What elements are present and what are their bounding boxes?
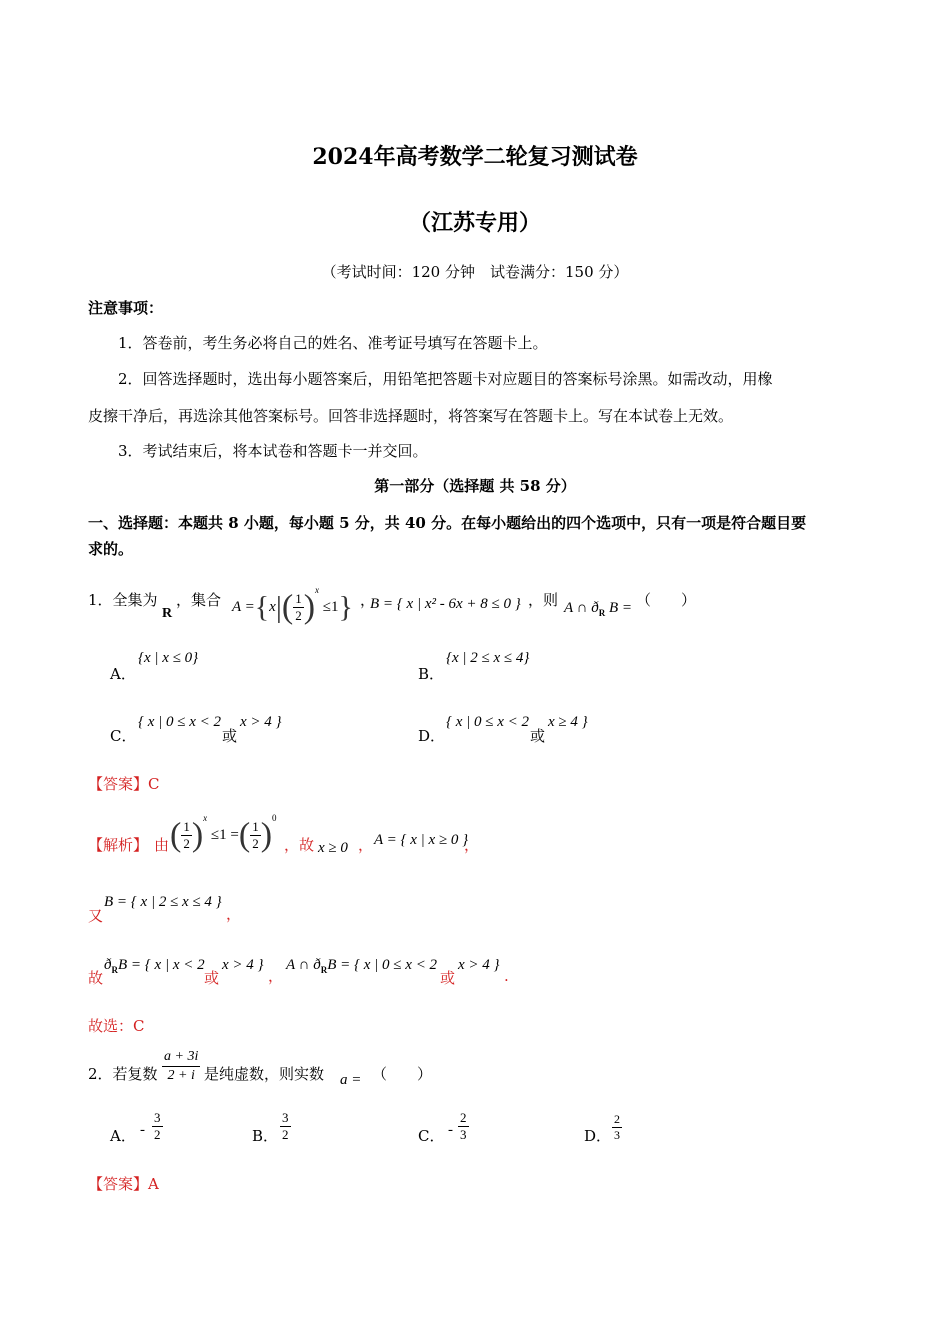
q1-option-d-expr-left: { x | 0 ≤ x < 2 — [446, 714, 530, 730]
q2-stem — [88, 1046, 433, 1090]
q1-analysis-or1: 或 — [204, 969, 220, 987]
q1-analysis-you: 由 — [154, 836, 170, 854]
q1-prefix: 1．全集为 — [88, 591, 158, 609]
page-subtitle: （江苏专用） — [408, 210, 541, 236]
q1-option-d-expr-right: x ≥ 4 } — [548, 714, 588, 730]
q2-option-c-label: C． — [418, 1127, 445, 1145]
exam-info: （考试时间：120 分钟 试卷满分：150 分） — [321, 263, 629, 281]
q1-option-c-expr-right: x > 4 } — [240, 714, 282, 730]
q2-option-d-label: D． — [584, 1127, 612, 1145]
q1-analysis-line3 — [88, 952, 528, 988]
q2-paren: （ ） — [372, 1065, 433, 1083]
q2-option-d[interactable]: D． $\frac{2}{3}$ — [584, 1112, 620, 1145]
q1-universe: R — [162, 606, 173, 621]
notice-heading: 注意事项： — [88, 299, 164, 317]
q1-target-sub: R — [598, 608, 606, 618]
q2-option-b[interactable]: B． $\frac{3}{2}$ — [252, 1110, 289, 1145]
q1-set-a: A ={x|( $\frac{1}{2}$ )$^x$ ≤1} — [232, 585, 353, 626]
notice-item-2-line2: 皮擦干净后，再选涂其他答案标号。回答非选择题时，将答案写在答题卡上。写在本试卷上无效。 — [88, 407, 734, 425]
q1-paren: （ ） — [636, 591, 697, 609]
q1-analysis-result: A ∩ $ð_RB$ = { x | 0 ≤ x < 2 — [286, 957, 438, 975]
q2-fraction: $\frac{a + 3i}{2 + i}$ — [164, 1049, 199, 1083]
q1-option-b-label: B． — [418, 665, 445, 683]
q2-answer-value: A — [148, 1175, 159, 1193]
section-intro-line1: 一、选择题：本题共 8 小题，每小题 5 分，共 40 分。在每小题给出的四个选项中，只有一项是符合题目要 — [88, 514, 807, 532]
q1-option-d-label: D． — [418, 727, 446, 745]
q1-analysis-crb: $ð_RB$ = { x | x < 2 — [104, 957, 205, 975]
q1-analysis-or2: 或 — [440, 969, 456, 987]
q1-analysis-line2 — [88, 890, 288, 926]
q1-set-b: B = { x | x² - 6x + 8 ≤ 0 } — [370, 596, 521, 612]
q2-option-c-sign: - — [448, 1122, 453, 1138]
q1-analysis-tag: 【解析】 — [88, 836, 149, 854]
q1-analysis-comma: ， — [358, 836, 374, 854]
q2-prefix: 2．若复数 — [88, 1065, 158, 1083]
q1-analysis-you2: 又 — [88, 907, 104, 925]
q1-option-d[interactable] — [418, 710, 678, 746]
q1-set-a-lhs: A = — [232, 599, 255, 615]
q1-answer — [88, 774, 160, 794]
q1-answer-value: C — [148, 775, 160, 793]
q1-then: ，则 — [528, 591, 559, 609]
q1-option-d-or: 或 — [530, 727, 546, 745]
notice-item-2-line1: 2．回答选择题时，选出每小题答案后，用铅笔把答题卡对应题目的答案标号涂黑。如需改动，用橡 — [118, 370, 773, 388]
page-title: 2024年高考数学二轮复习测试卷 — [312, 144, 638, 170]
q2-option-a-label: A． — [110, 1127, 136, 1145]
q1-option-a-expr: {x | x ≤ 0} — [138, 650, 199, 666]
q1-option-c-expr-left: { x | 0 ≤ x < 2 — [138, 714, 222, 730]
q1-analysis-x: x ≥ 0 — [318, 840, 348, 856]
q1-analysis-dot: . — [504, 967, 509, 985]
q1-analysis-gu2: 故 — [88, 969, 104, 987]
q1-analysis-end: ， — [464, 836, 480, 854]
q1-analysis-crb-right: x > 4 } — [222, 957, 264, 973]
q1-target — [564, 598, 632, 623]
q1-analysis-gu: ，故 — [284, 836, 315, 854]
q1-analysis-b-set: B = { x | 2 ≤ x ≤ 4 } — [104, 894, 222, 910]
q1-target-lhs: A ∩ ð — [564, 600, 599, 616]
q2-option-a[interactable]: A． - $\frac{3}{2}$ — [110, 1110, 161, 1145]
q1-analysis-line1 — [88, 808, 508, 858]
q2-var: a = — [340, 1072, 362, 1088]
notice-item-1: 1．答卷前，考生务必将自己的姓名、准考证号填写在答题卡上。 — [118, 334, 548, 352]
q2-option-c[interactable]: C． - $\frac{2}{3}$ — [418, 1110, 467, 1145]
q1-text-set: ，集合 — [176, 591, 222, 609]
q1-option-b-expr: {x | 2 ≤ x ≤ 4} — [446, 650, 530, 666]
q2-answer-tag: 【答案】 — [88, 1175, 149, 1193]
q1-analysis-res-right: x > 4 } — [458, 957, 500, 973]
q1-analysis-b-end: ， — [226, 905, 242, 923]
q1-analysis-a: A = { x | x ≥ 0 } — [374, 832, 469, 848]
q1-target-end: B = — [608, 600, 633, 616]
q1-option-c-or: 或 — [222, 727, 238, 745]
q2-mid: 是纯虚数，则实数 — [204, 1065, 325, 1083]
q1-option-c[interactable] — [110, 710, 370, 746]
q1-analysis-inequality: ( $\frac{1}{2}$ )$^x$ ≤1 =( $\frac{1}{2}$ )$^0$ — [170, 813, 277, 854]
section-intro-line2: 求的。 — [88, 540, 134, 558]
notice-item-3: 3．考试结束后，将本试卷和答题卡一并交回。 — [118, 442, 428, 460]
q1-analysis-sep: ， — [268, 967, 284, 985]
q1-final: 故选：C — [88, 1017, 145, 1035]
q1-option-a-label: A． — [110, 665, 136, 683]
q2-option-a-sign: - — [140, 1122, 145, 1138]
part1-heading: 第一部分（选择题 共 58 分） — [374, 477, 576, 495]
q1-answer-tag: 【答案】 — [88, 775, 149, 793]
q1-comma: ， — [360, 591, 376, 609]
q2-option-b-label: B． — [252, 1127, 279, 1145]
q2-answer — [88, 1174, 159, 1194]
q1-option-c-label: C． — [110, 727, 137, 745]
